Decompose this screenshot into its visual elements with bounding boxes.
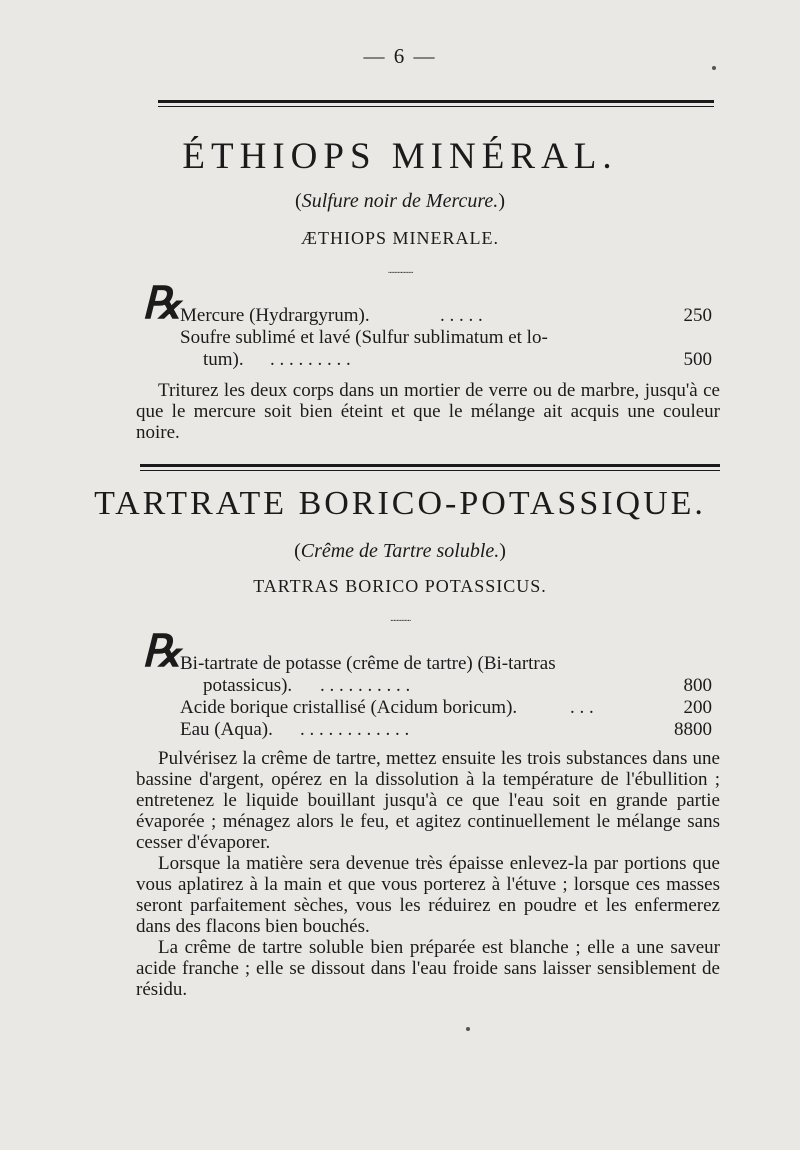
section2-title: TARTRATE BORICO-POTASSIQUE.	[94, 485, 706, 522]
page-number: — 6 —	[363, 44, 437, 68]
section2-ornament: ᐧᐧᐧᐧᐧᐧᐧᐧᐧᐧᐧᐧᐧ	[389, 616, 411, 627]
ingredient-line: Bi-tartrate de potasse (crême de tartre) (Bi-tartras	[180, 653, 556, 674]
top-rule-thin	[158, 106, 714, 107]
speck	[466, 1027, 470, 1031]
subtitle-paren-open: (	[295, 190, 302, 212]
paragraph: La crême de tartre soluble bien préparée est blanche ; elle a une saveur acide franche ; elle se dissout dans l'eau froide sans laisser sensiblement de résidu.	[136, 937, 720, 1000]
subtitle-italic: Sulfure noir de Mercure.	[301, 190, 499, 212]
section1-ornament: ᐧᐧᐧᐧᐧᐧᐧᐧᐧᐧᐧᐧᐧᐧᐧᐧ	[387, 268, 413, 279]
paragraph: Pulvérisez la crême de tartre, mettez ensuite les trois substances dans une bassine d'argent, opérez en la dissolution à la température de l'ébullition ; entretenez le liquide bouillant jusqu'à ce que l'eau soit en grande partie évaporée ; ménagez alors le feu, et agitez continuellement le mélange sans cesser d'évaporer.	[136, 748, 720, 853]
ingredient-quantity: 250	[683, 305, 712, 326]
leader-dots: . . . . . . . . .	[270, 349, 351, 370]
subtitle-paren-close: )	[498, 190, 505, 212]
ingredient-line: Acide borique cristallisé (Acidum boricum).	[180, 697, 518, 718]
recipe-symbol-icon: ℞	[142, 279, 182, 328]
section1-subtitle	[0, 190, 800, 213]
paragraph: Lorsque la matière sera devenue très épaisse enlevez-la par portions que vous aplatirez à la main et que vous porterez à l'étuve ; lorsque ces masses seront parfaitement sèches, vous les réduirez en poudre et les enfermerez dans des flacons bien bouchés.	[136, 853, 720, 937]
paragraph: Triturez les deux corps dans un mortier de verre ou de marbre, jusqu'à ce que le mercure soit bien éteint et que le mélange ait acquis une couleur noire.	[136, 380, 720, 443]
middle-rule-thin	[140, 470, 720, 471]
speck	[712, 66, 716, 70]
subtitle-paren-open: (	[294, 540, 301, 562]
ingredient-quantity: 200	[683, 697, 712, 718]
subtitle-italic: Crême de Tartre soluble.	[300, 540, 500, 562]
ingredient-line: Eau (Aqua).	[180, 719, 273, 740]
section1-instructions	[136, 380, 720, 443]
leader-dots: . . .	[570, 697, 594, 718]
recipe-symbol-icon: ℞	[142, 627, 182, 676]
ingredient-line-cont: potassicus).	[203, 675, 293, 696]
leader-dots: . . . . . . . . . .	[320, 675, 411, 696]
section1-title: ÉTHIOPS MINÉRAL.	[182, 136, 618, 177]
section2-subtitle	[0, 540, 800, 563]
section2-instructions	[136, 748, 720, 1000]
ingredient-line: Soufre sublimé et lavé (Sulfur sublimatum et lo-	[180, 327, 548, 348]
section2-latin-name: TARTRAS BORICO POTASSICUS.	[253, 576, 547, 596]
top-rule	[158, 100, 714, 103]
subtitle-paren-close: )	[499, 540, 506, 562]
middle-rule	[140, 464, 720, 467]
ingredient-quantity: 8800	[674, 719, 712, 740]
ingredient-line-cont: tum).	[203, 349, 244, 370]
ingredient-line: Mercure (Hydrargyrum).	[180, 305, 370, 326]
ingredient-quantity: 500	[683, 349, 712, 370]
section1-latin-name: ÆTHIOPS MINERALE.	[300, 228, 499, 248]
leader-dots: . . . . .	[440, 305, 483, 326]
leader-dots: . . . . . . . . . . . .	[300, 719, 410, 740]
ingredient-quantity: 800	[683, 675, 712, 696]
